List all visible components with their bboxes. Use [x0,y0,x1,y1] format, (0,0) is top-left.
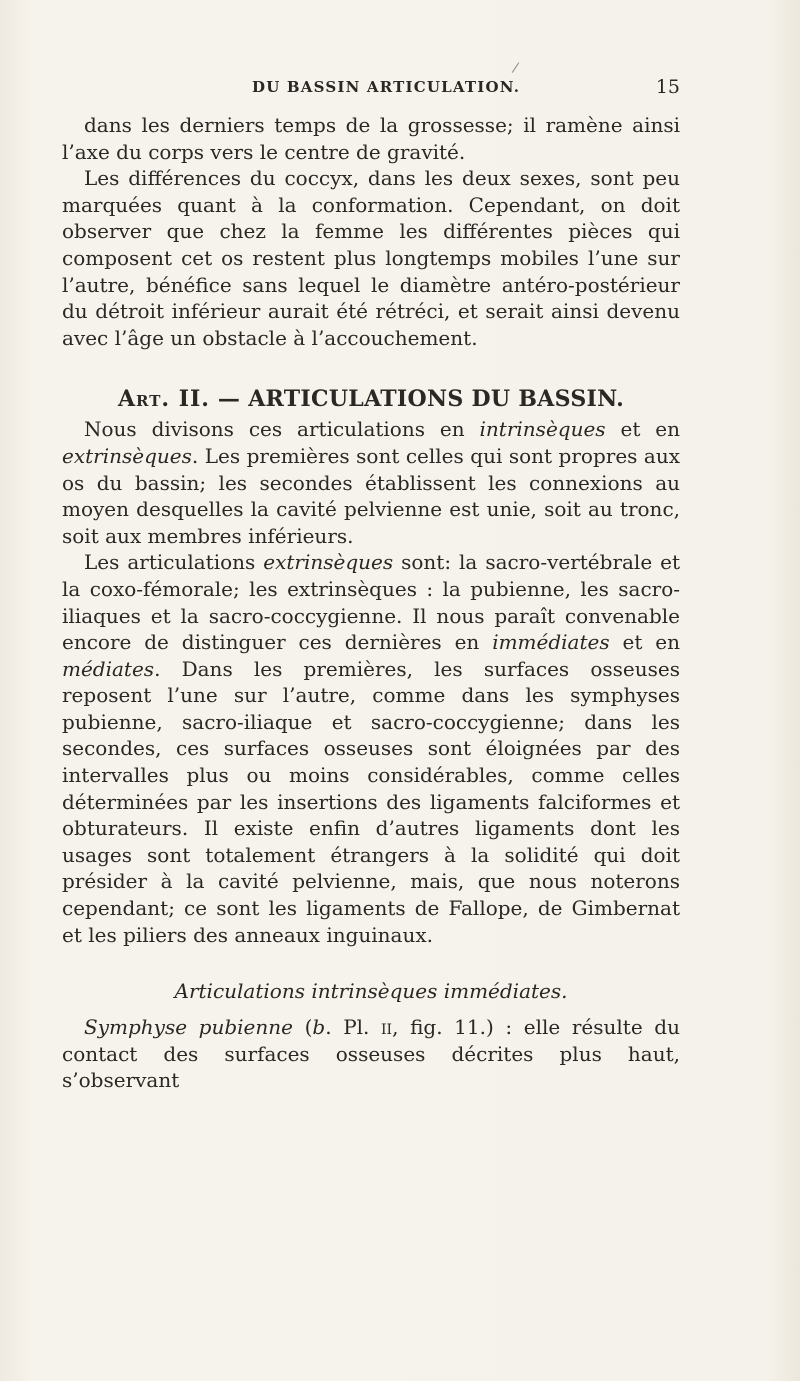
body-text [62,112,680,1094]
italic-term: extrinsèques [263,550,394,575]
italic-term: immédiates [492,630,610,655]
article-number: Art. II. [117,386,210,413]
text-run: Nous divisons ces articulations en [84,417,480,442]
paragraph-continuation: dans les derniers temps de la grossesse; il ramène ainsi l’axe du corps vers le centre de gravité. [62,113,680,164]
text-run: . Les premières sont celles qui sont propres aux os du bassin; les secondes établissent les connexions au moyen desquelles la cavité pelvienne est unie, soit au tronc, soit aux membres inférieurs. [62,443,680,548]
text-run: et en [605,417,680,442]
text-run: . Dans les premières, les surfaces osseuses reposent l’une sur l’autre, comme dans les symphyses pubienne, sacro-iliaque et sacro-coccygienne; dans les secondes, ces surfaces osseuses sont éloignées par des intervalles plus ou moins considérables, comme celles déterminées par les insertions des ligaments falciformes et obturateurs. Il existe enfin d’autres ligaments dont les usages sont totalement étrangers à la solidité qui doit présider à la cavité pelvienne, mais, que nous noterons cependant; ce sont les ligaments de Fallope, de Gimbernat et les piliers des anneaux inguinaux. [62,656,680,947]
paragraph-articulations [62,549,680,948]
subsection-heading: Articulations intrinsèques immédiates. [174,979,568,1004]
paragraph-coccyx: Les différences du coccyx, dans les deux sexes, sont peu marquées quant à la conformation. Cependant, on doit observer que chez la femme les différentes pièces qui composent cet os restent plus longtemps mobiles l’une sur l’autre, bénéfice sans lequel le diamètre antéro-postérieur du détroit inférieur aurait été rétréci, et serait ainsi devenu avec l’âge un obstacle à l’accouchement. [62,166,680,350]
italic-term: médiates [62,656,155,681]
plate-number: ii [381,1015,393,1040]
text-run: sont: la sacro-vertébrale et la coxo-fémorale; les extrinsèques : la pubienne, les sacro-iliaques et la sacro-coccygienne. Il nous paraît convenable encore de distinguer ces dernières en [62,550,680,655]
running-head: DU BASSIN ARTICULATION. [252,78,521,96]
figure-letter: b [312,1015,326,1040]
page-number: 15 [655,76,680,98]
paragraph-symphyse [62,1014,680,1094]
text-run: . Pl. [325,1015,382,1040]
italic-term: intrinsèques [479,417,606,442]
text-run: et en [609,630,680,655]
italic-term: extrinsèques [62,443,192,468]
article-dash: — [217,386,241,413]
paragraph-classification [62,416,680,549]
text-run: , fig. 11.) [392,1015,494,1040]
text-run: Les articulations [84,550,264,575]
text-run: : elle résulte du contact des surfaces osseuses décrites plus haut, s’observant [62,1015,680,1093]
margin-mark: / [511,59,521,77]
italic-term: Symphyse pubienne [84,1015,293,1040]
article-title: ARTICULATIONS DU BASSIN. [248,386,625,413]
page-header [62,78,680,102]
text-run: ( [292,1015,313,1040]
article-heading [62,382,680,416]
